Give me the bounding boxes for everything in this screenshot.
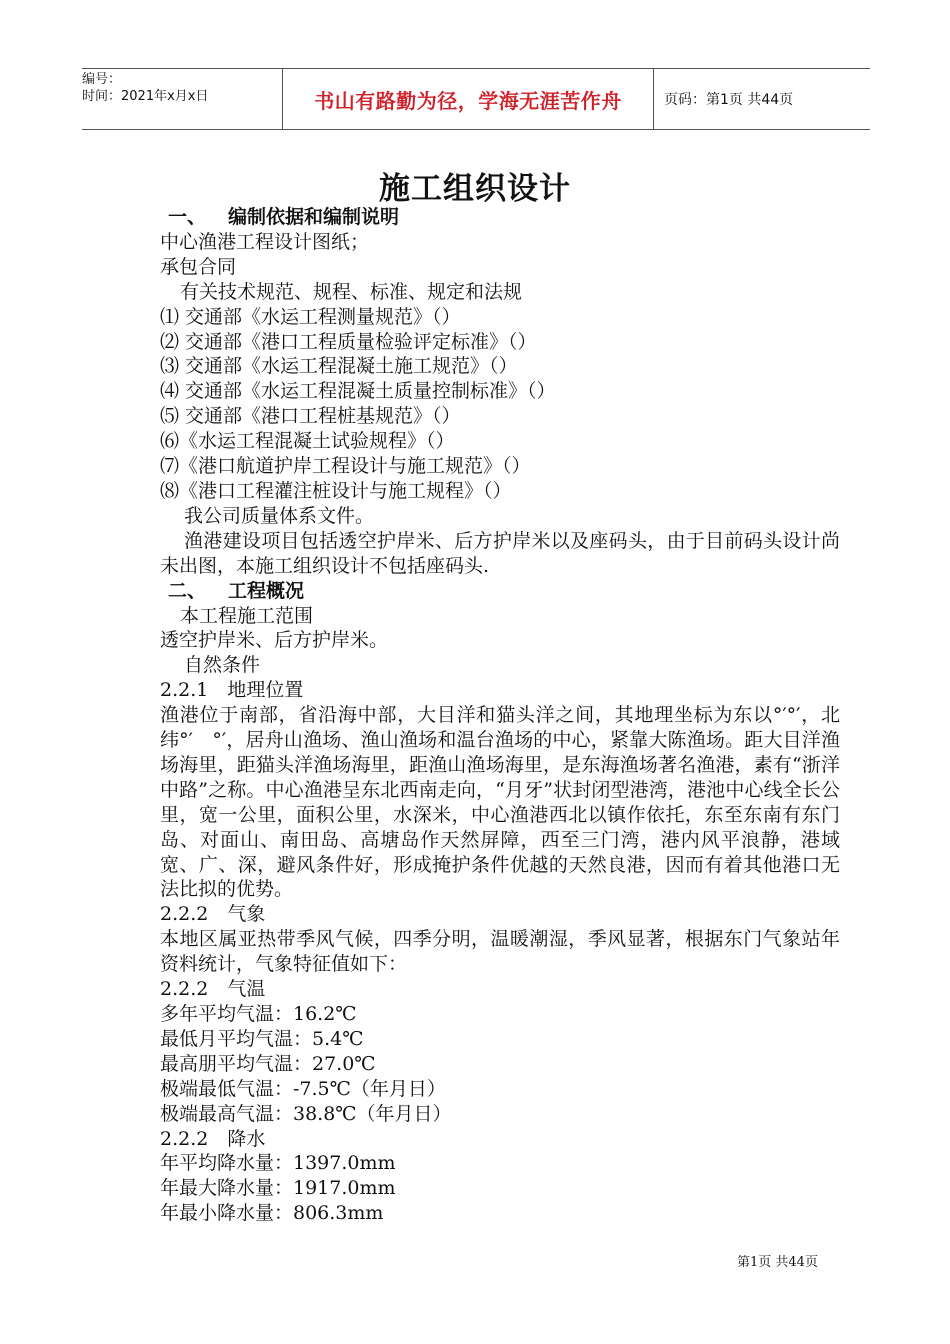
temp-item: 最低月平均气温：5.4℃ — [160, 1027, 364, 1050]
section2-heading — [160, 579, 840, 604]
temp-heading: 2.2.2 气温 — [160, 978, 266, 1001]
basis-item: ⑷ 交通部《水运工程混凝土质量控制标准》（） — [160, 380, 556, 403]
basis-item: ⑵ 交通部《港口工程质量检验评定标准》（） — [160, 330, 537, 353]
scope-text: 透空护岸米、后方护岸米。 — [160, 629, 389, 652]
basis-item: ⑸ 交通部《港口工程桩基规范》（） — [160, 405, 461, 428]
basis-item: ⑴ 交通部《水运工程测量规范》（） — [160, 305, 461, 328]
section1-heading — [160, 205, 840, 230]
weather-heading: 2.2.2 气象 — [160, 903, 266, 926]
temp-item: 极端最高气温：38.8℃（年月日） — [160, 1102, 452, 1125]
document-title: 施工组织设计 — [379, 171, 571, 207]
basis-item: ⑶ 交通部《水运工程混凝土施工规范》（） — [160, 355, 518, 378]
document-body — [160, 205, 840, 1226]
basis-item: 承包合同 — [160, 255, 237, 278]
section2-number: 二、 — [168, 579, 207, 602]
geo-heading: 2.2.1 地理位置 — [160, 679, 304, 702]
header-page-label: 页码：第1页 共44页 — [664, 92, 794, 108]
basis-item: 有关技术规范、规程、标准、规定和法规 — [180, 280, 523, 303]
temp-item: 极端最低气温：-7.5℃（年月日） — [160, 1077, 446, 1100]
rain-item: 年最小降水量：806.3mm — [160, 1202, 384, 1225]
rain-item: 年平均降水量：1397.0mm — [160, 1152, 396, 1175]
section1-title: 编制依据和编制说明 — [228, 206, 400, 228]
page-footer: 第1页 共44页 — [737, 1255, 818, 1270]
rain-item: 年最大降水量：1917.0mm — [160, 1177, 396, 1200]
scope-heading: 本工程施工范围 — [180, 604, 314, 627]
temp-item: 多年平均气温：16.2℃ — [160, 1003, 357, 1025]
header-number-label: 编号： — [82, 72, 122, 87]
basis-item: 我公司质量体系文件。 — [184, 504, 375, 527]
section1-note: 渔港建设项目包括透空护岸米、后方护岸米以及座码头，由于目前码头设计尚未出图，本施工组织设计不包括座码头. — [160, 529, 840, 577]
nature-heading: 自然条件 — [184, 654, 261, 677]
rain-heading: 2.2.2 降水 — [160, 1127, 266, 1150]
header-motto: 书山有路勤为径，学海无涯苦作舟 — [282, 69, 654, 129]
temp-item: 最高朋平均气温：27.0℃ — [160, 1052, 376, 1075]
header-date-label: 时间：2021年x月x日 — [82, 89, 209, 104]
header-meta — [82, 69, 282, 129]
section1-number: 一、 — [168, 206, 207, 228]
basis-item: 中心渔港工程设计图纸； — [160, 230, 370, 253]
basis-item: ⑹《水运工程混凝土试验规程》（） — [160, 430, 455, 453]
section2-title: 工程概况 — [228, 579, 305, 602]
geo-text: 渔港位于南部，省沿海中部，大目洋和猫头洋之间，其地理坐标为东以°′°′，北纬°′ °′，居舟山渔场、渔山渔场和温台渔场的中心，紧靠大陈渔场。距大目洋渔场海里，距猫头洋渔场海里，距渔山渔场海里，是东海渔场著名渔港，素有“浙洋中路”之称。中心渔港呈东北西南走向，“月牙”状封闭型港湾，港池中心线全长公里，宽一公里，面积公里，水深米，中心渔港西北以镇作依托，东至东南有东门岛、对面山、南田岛、高塘岛作天然屏障，西至三门湾，港内风平浪静，港域宽、广、深，避风条件好，形成掩护条件优越的天然良港，因而有着其他港口无法比拟的优势。 — [160, 704, 840, 901]
weather-text: 本地区属亚热带季风气候，四季分明，温暖潮湿，季风显著，根据东门气象站年资料统计，气象特征值如下： — [160, 928, 840, 976]
basis-item: ⑻《港口工程灌注桩设计与施工规程》（） — [160, 479, 512, 502]
page-header — [82, 68, 870, 130]
basis-item: ⑺《港口航道护岸工程设计与施工规范》（） — [160, 455, 531, 478]
